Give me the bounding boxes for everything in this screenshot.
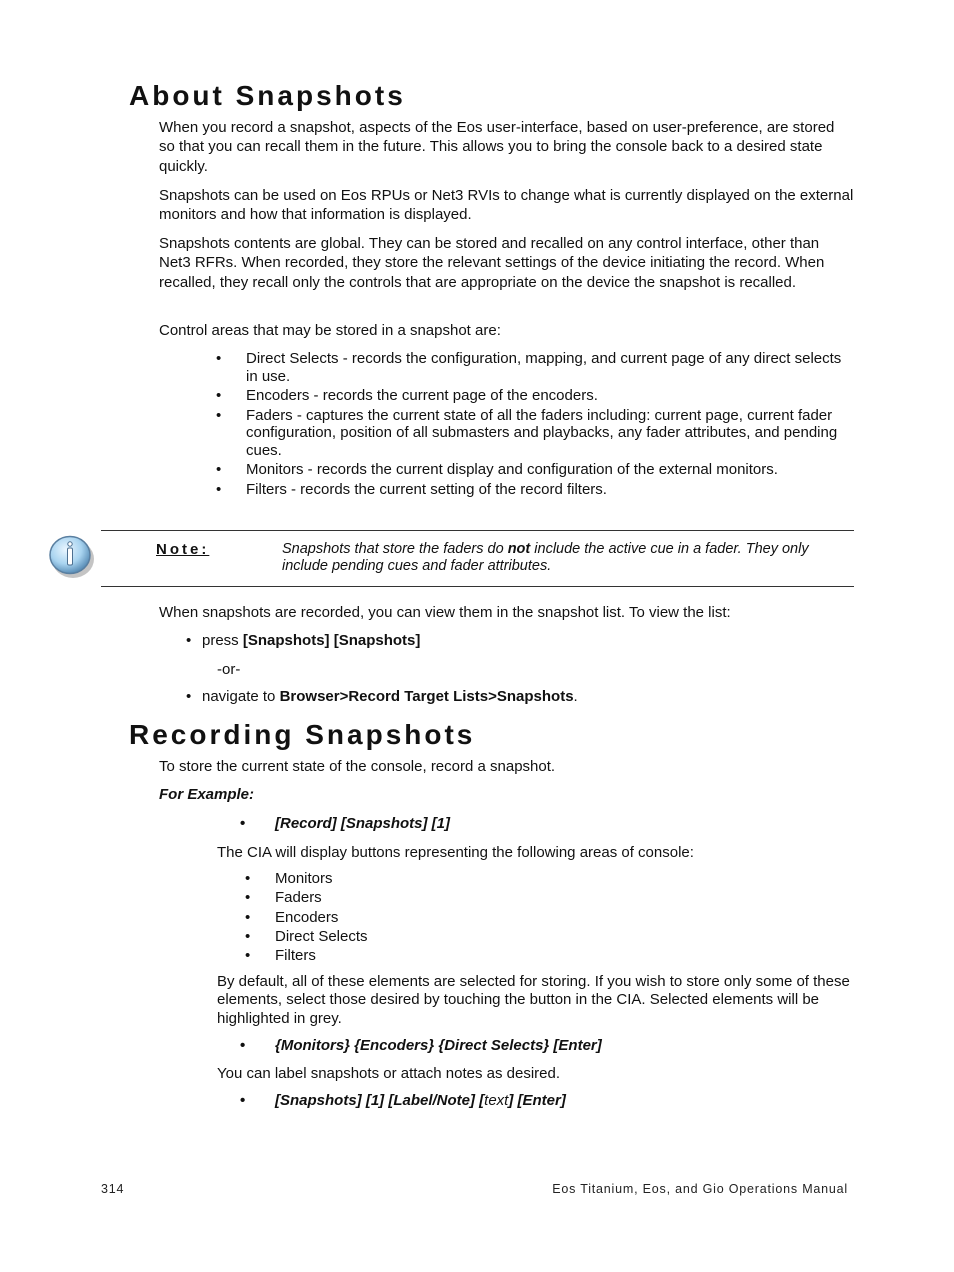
list-item: • Direct Selects - records the configuration, mapping, and current page of any direct selects in use. bbox=[216, 350, 856, 385]
command-example: • [Snapshots] [1] [Label/Note] [text] [Enter] bbox=[240, 1092, 566, 1109]
cia-areas-list bbox=[245, 869, 645, 965]
command-example: • [Record] [Snapshots] [1] bbox=[240, 815, 451, 832]
section-heading-about-snapshots: About Snapshots bbox=[129, 80, 406, 111]
note-label: Note: bbox=[156, 541, 210, 558]
section-heading-recording-snapshots: Recording Snapshots bbox=[129, 719, 476, 750]
paragraph: You can label snapshots or attach notes as desired. bbox=[217, 1065, 561, 1082]
paragraph: The CIA will display buttons representing the following areas of console: bbox=[217, 844, 694, 861]
control-areas-list bbox=[216, 350, 856, 500]
list-item: • Faders - captures the current state of all the faders including: current page, current fader configuration, position of all submasters and playbacks, any fader attributes, and pending cues. bbox=[216, 407, 856, 460]
navigate-step: • navigate to Browser>Record Target Lists>Snapshots. bbox=[186, 688, 578, 705]
list-item: • Filters - records the current setting of the record filters. bbox=[216, 481, 856, 499]
list-item: • Encoders bbox=[245, 908, 645, 927]
example-label: For Example: bbox=[159, 786, 255, 803]
paragraph: When snapshots are recorded, you can view them in the snapshot list. To view the list: bbox=[159, 604, 731, 621]
paragraph: Snapshots contents are global. They can be stored and recalled on any control interface, other than Net3 RFRs. When recorded, they store the relevant settings of the device initiating the record. When recalled, they recall only the controls that are appropriate on the device the snapshot is recalled. bbox=[159, 235, 825, 291]
paragraph: By default, all of these elements are selected for storing. If you wish to store only some of these elements, select those desired by touching the button in the CIA. Selected elements will be highlighted in grey. bbox=[217, 973, 850, 1027]
list-item: • Encoders - records the current page of the encoders. bbox=[216, 387, 856, 405]
paragraph: Snapshots can be used on Eos RPUs or Net3 RVIs to change what is currently displayed on the external monitors and how that information is displayed. bbox=[159, 187, 854, 224]
info-icon bbox=[48, 533, 98, 588]
note-top-divider bbox=[101, 530, 854, 531]
paragraph: To store the current state of the console, record a snapshot. bbox=[159, 758, 556, 775]
command-example: • {Monitors} {Encoders} {Direct Selects} [Enter] bbox=[240, 1037, 602, 1054]
list-item: • Monitors bbox=[245, 869, 645, 888]
note-text: Snapshots that store the faders do not include the active cue in a fader. They only include pending cues and fader attributes. bbox=[282, 541, 809, 574]
paragraph: When you record a snapshot, aspects of the Eos user-interface, based on user-preference, are stored so that you can recall them in the future. This allows you to bring the console back to a desired state quickly. bbox=[159, 119, 835, 175]
list-item: • Direct Selects bbox=[245, 927, 645, 946]
page-number: 314 bbox=[101, 1182, 125, 1196]
paragraph: Control areas that may be stored in a snapshot are: bbox=[159, 322, 501, 339]
press-step: • press [Snapshots] [Snapshots] bbox=[186, 632, 421, 649]
note-bottom-divider bbox=[101, 586, 854, 587]
or-separator: -or- bbox=[217, 661, 241, 678]
list-item: • Monitors - records the current display and configuration of the external monitors. bbox=[216, 461, 856, 479]
manual-title: Eos Titanium, Eos, and Gio Operations Manual bbox=[552, 1182, 848, 1196]
list-item: • Faders bbox=[245, 888, 645, 907]
list-item: • Filters bbox=[245, 946, 645, 965]
